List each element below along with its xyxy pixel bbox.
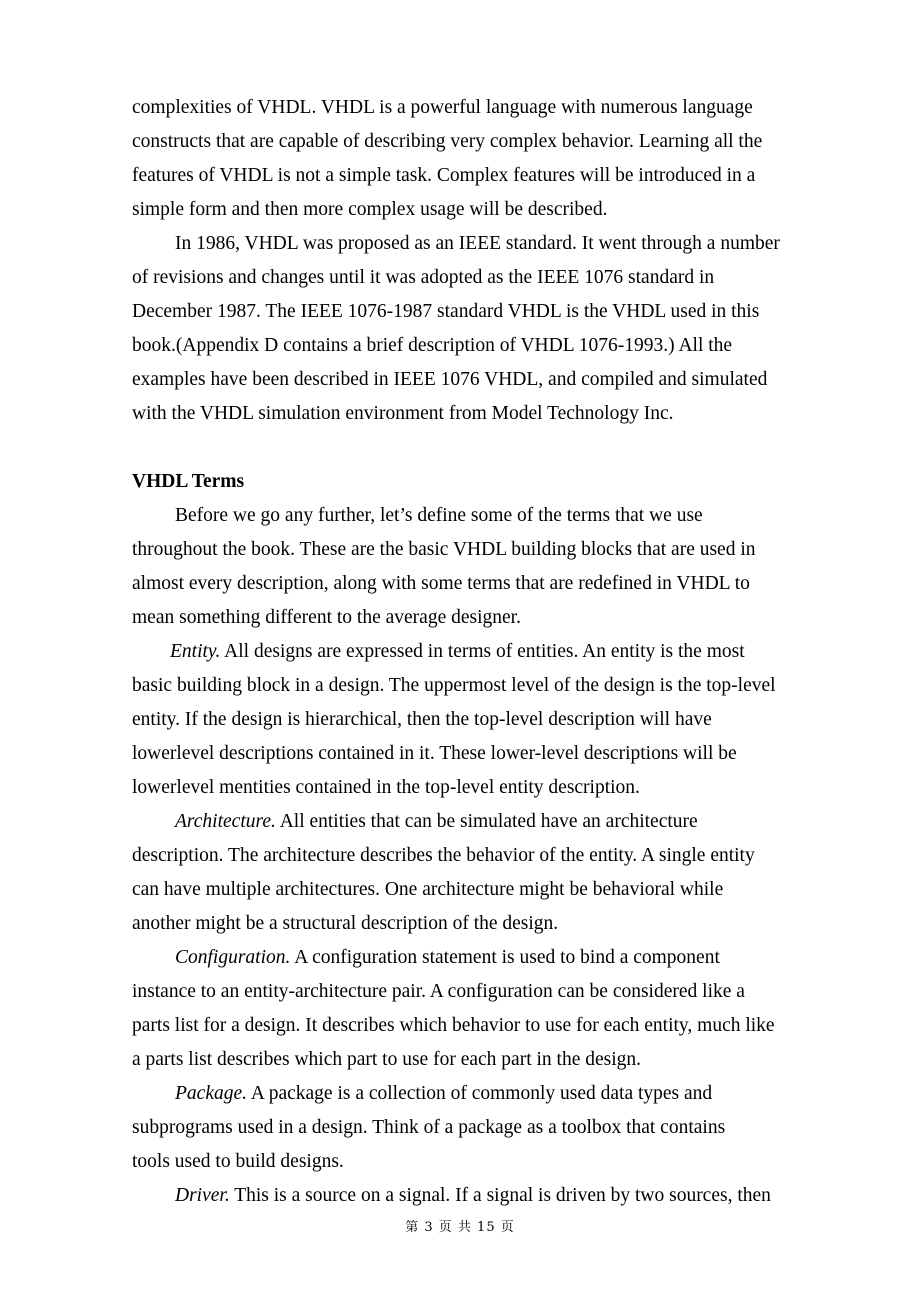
definition-first-line bbox=[132, 1077, 850, 1111]
text-line: lowerlevel descriptions contained in it. These lower-level descriptions will be bbox=[132, 743, 737, 764]
paragraph-gap bbox=[132, 431, 850, 465]
text-line: constructs that are capable of describing very complex behavior. Learning all the bbox=[132, 131, 763, 152]
text-line: features of VHDL is not a simple task. Complex features will be introduced in a bbox=[132, 165, 756, 186]
definition-entity bbox=[132, 635, 850, 805]
definition-text: All entities that can be simulated have an architecture bbox=[275, 811, 698, 832]
text-line: basic building block in a design. The uppermost level of the design is the top-level bbox=[132, 675, 776, 696]
definition-configuration bbox=[132, 941, 850, 1077]
paragraph-history bbox=[132, 227, 850, 431]
text-line: December 1987. The IEEE 1076-1987 standard VHDL is the VHDL used in this bbox=[132, 301, 760, 322]
text-line: mean something different to the average designer. bbox=[132, 607, 521, 628]
text-line: subprograms used in a design. Think of a package as a toolbox that contains bbox=[132, 1117, 726, 1138]
page-footer: 第 3 页 共 15 页 bbox=[405, 1220, 515, 1235]
text-line: almost every description, along with some terms that are redefined in VHDL to bbox=[132, 573, 750, 594]
definition-first-line bbox=[132, 635, 850, 669]
term-entity: Entity. bbox=[170, 641, 221, 662]
term-configuration: Configuration. bbox=[175, 947, 291, 968]
text-line: tools used to build designs. bbox=[132, 1151, 344, 1172]
definition-text: This is a source on a signal. If a signal is driven by two sources, then bbox=[229, 1185, 771, 1206]
text-line: throughout the book. These are the basic VHDL building blocks that are used in bbox=[132, 539, 756, 560]
text-line: instance to an entity-architecture pair. A configuration can be considered like a bbox=[132, 981, 745, 1002]
term-architecture: Architecture. bbox=[175, 811, 276, 832]
text-line: of revisions and changes until it was adopted as the IEEE 1076 standard in bbox=[132, 267, 715, 288]
paragraph-terms-intro bbox=[132, 499, 850, 635]
definition-first-line bbox=[132, 941, 850, 975]
text-line: with the VHDL simulation environment from Model Technology Inc. bbox=[132, 403, 674, 424]
definition-architecture bbox=[132, 805, 850, 941]
text-line: a parts list describes which part to use for each part in the design. bbox=[132, 1049, 642, 1070]
text-line: another might be a structural description of the design. bbox=[132, 913, 559, 934]
document-body bbox=[132, 91, 850, 1213]
definition-driver bbox=[132, 1179, 850, 1213]
text-line: lowerlevel mentities contained in the top-level entity description. bbox=[132, 777, 640, 798]
section-heading: VHDL Terms bbox=[132, 471, 245, 492]
definition-first-line bbox=[132, 1179, 850, 1213]
text-line: parts list for a design. It describes which behavior to use for each entity, much like bbox=[132, 1015, 775, 1036]
text-line: simple form and then more complex usage will be described. bbox=[132, 199, 608, 220]
definition-text: A configuration statement is used to bind a component bbox=[290, 947, 720, 968]
paragraph-intro-continuation bbox=[132, 91, 850, 227]
text-line: complexities of VHDL. VHDL is a powerful language with numerous language bbox=[132, 97, 753, 118]
term-driver: Driver. bbox=[175, 1185, 230, 1206]
text-line: Before we go any further, let’s define some of the terms that we use bbox=[175, 505, 703, 526]
text-line: can have multiple architectures. One architecture might be behavioral while bbox=[132, 879, 724, 900]
text-line: entity. If the design is hierarchical, then the top-level description will have bbox=[132, 709, 712, 730]
text-line: book.(Appendix D contains a brief description of VHDL 1076-1993.) All the bbox=[132, 335, 733, 356]
definition-text: All designs are expressed in terms of entities. An entity is the most bbox=[220, 641, 745, 662]
definition-text: A package is a collection of commonly used data types and bbox=[247, 1083, 713, 1104]
text-line: examples have been described in IEEE 1076 VHDL, and compiled and simulated bbox=[132, 369, 768, 390]
text-line: description. The architecture describes the behavior of the entity. A single entity bbox=[132, 845, 755, 866]
text-line: In 1986, VHDL was proposed as an IEEE standard. It went through a number bbox=[175, 233, 780, 254]
term-package: Package. bbox=[175, 1083, 248, 1104]
definition-first-line bbox=[132, 805, 850, 839]
definition-package bbox=[132, 1077, 850, 1179]
